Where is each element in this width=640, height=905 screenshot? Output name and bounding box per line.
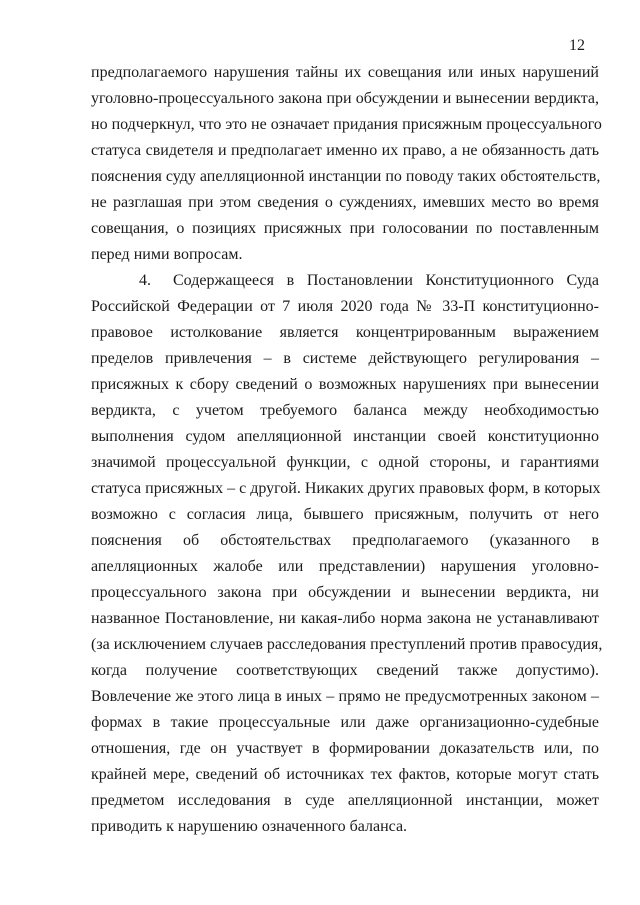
text-line: Вовлечение же этого лица в иных – прямо не предусмотренных законом –: [91, 688, 599, 705]
text-line: вердикта, с учетом требуемого баланса между необходимостью: [91, 402, 599, 419]
text-line: статуса присяжных – с другой. Никаких других правовых форм, в которых: [91, 480, 601, 497]
text-line: когда получение соответствующих сведений также допустимо).: [91, 662, 599, 679]
text-line: крайней мере, сведений об источниках тех фактов, которые могут стать: [91, 766, 599, 783]
text-line: уголовно-процессуального закона при обсуждении и вынесении вердикта,: [91, 90, 599, 107]
paragraph-4: [91, 268, 603, 840]
text-line: правовое истолкование является концентрированным выражением: [91, 324, 599, 341]
text-line: но подчеркнул, что это не означает придания присяжным процессуального: [91, 116, 602, 133]
text-line: выполнения судом апелляционной инстанции своей конституционно: [91, 428, 599, 445]
text-line: не разглашая при этом сведения о суждениях, имевших место во время: [91, 194, 599, 211]
text-line: пояснения об обстоятельствах предполагаемого (указанного в: [91, 532, 599, 549]
text-line: апелляционных жалобе или представлении) нарушения уголовно-: [91, 558, 599, 575]
text-line: совещания, о позициях присяжных при голосовании по поставленным: [91, 220, 599, 237]
text-line: процессуального закона при обсуждении и вынесении вердикта, ни: [91, 584, 599, 601]
text-line: приводить к нарушению означенного баланса.: [91, 818, 408, 835]
text-line: Российской Федерации от 7 июля 2020 года № 33-П конституционно-: [91, 298, 599, 315]
text-line: возможно с согласия лица, бывшего присяжным, получить от него: [91, 506, 599, 523]
text-line: статуса свидетеля и предполагает именно их право, а не обязанность дать: [91, 142, 599, 159]
text-line: присяжных к сбору сведений о возможных нарушениях при вынесении: [91, 376, 599, 393]
page-number: 12: [569, 37, 585, 54]
text-line: отношения, где он участвует в формировании доказательств или, по: [91, 740, 599, 757]
text-line: (за исключением случаев расследования преступлений против правосудия,: [91, 636, 603, 653]
paragraph-number: 4.: [139, 272, 151, 289]
text-line: перед ними вопросам.: [91, 246, 243, 263]
text-line: значимой процессуальной функции, с одной стороны, и гарантиями: [91, 454, 599, 471]
text-line: названное Постановление, ни какая-либо норма закона не устанавливают: [91, 610, 599, 627]
text-line-first: [91, 268, 599, 294]
text-line: предполагаемого нарушения тайны их совещания или иных нарушений: [91, 64, 599, 81]
text-line: пределов привлечения – в системе действующего регулирования –: [91, 350, 599, 367]
paragraph-continuation: [91, 60, 602, 268]
text-line: формах в такие процессуальные или даже организационно-судебные: [91, 714, 599, 731]
text-line: предметом исследования в суде апелляционной инстанции, может: [91, 792, 599, 809]
document-body: [91, 60, 603, 840]
text-line-content: Содержащееся в Постановлении Конституционного Суда: [173, 272, 599, 289]
text-line: пояснения суду апелляционной инстанции по поводу таких обстоятельств,: [91, 168, 601, 185]
